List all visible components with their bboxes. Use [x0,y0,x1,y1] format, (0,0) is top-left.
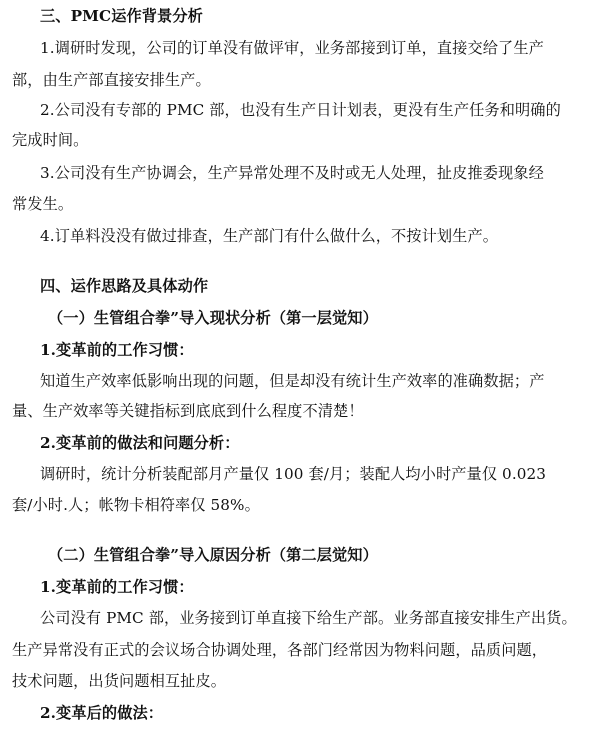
paragraph-line: 生产异常没有正式的会议场合协调处理，各部门经常因为物料问题，品质问题， [12,641,548,659]
part-2-title: （二）生管组合拳”导入原因分析（第二层觉知） [48,546,378,564]
paragraph-line: 常发生。 [12,195,74,213]
paragraph-line: 套/小时.人；帐物卡相符率仅 58%。 [12,496,260,514]
paragraph-line: 知道生产效率低影响出现的问题，但是却没有统计生产效率的准确数据；产 [40,372,545,390]
part-1-subheading-1: 1.变革前的工作习惯： [40,341,194,359]
paragraph-line: 3.公司没有生产协调会，生产异常处理不及时或无人处理，扯皮推委现象经 [40,164,544,182]
part-1-subheading-2: 2.变革前的做法和问题分析： [40,434,240,452]
paragraph-line: 2.公司没有专部的 PMC 部，也没有生产日计划表，更没有生产任务和明确的 [40,101,561,119]
section-4-heading: 四、运作思路及具体动作 [40,277,209,295]
paragraph-line: 技术问题，出货问题相互扯皮。 [12,672,227,690]
part-1-title: （一）生管组合拳”导入现状分析（第一层觉知） [48,309,378,327]
paragraph-line: 调研时，统计分析装配部月产量仅 100 套/月；装配人均小时产量仅 0.023 [40,465,547,483]
paragraph-line: 完成时间。 [12,131,89,149]
section-3-heading: 三、PMC运作背景分析 [40,7,203,25]
part-2-subheading-2: 2.变革后的做法： [40,704,164,722]
paragraph-line: 4.订单料没没有做过排查，生产部门有什么做什么，不按计划生产。 [40,227,499,245]
part-2-subheading-1: 1.变革前的工作习惯： [40,578,194,596]
paragraph-line: 1.调研时发现，公司的订单没有做评审，业务部接到订单，直接交给了生产 [40,39,544,57]
paragraph-line: 部，由生产部直接安排生产。 [12,71,211,89]
paragraph-line: 量、生产效率等关键指标到底底到什么程度不清楚！ [12,402,364,420]
paragraph-line: 公司没有 PMC 部，业务接到订单直接下给生产部。业务部直接安排生产出货。 [40,609,577,627]
